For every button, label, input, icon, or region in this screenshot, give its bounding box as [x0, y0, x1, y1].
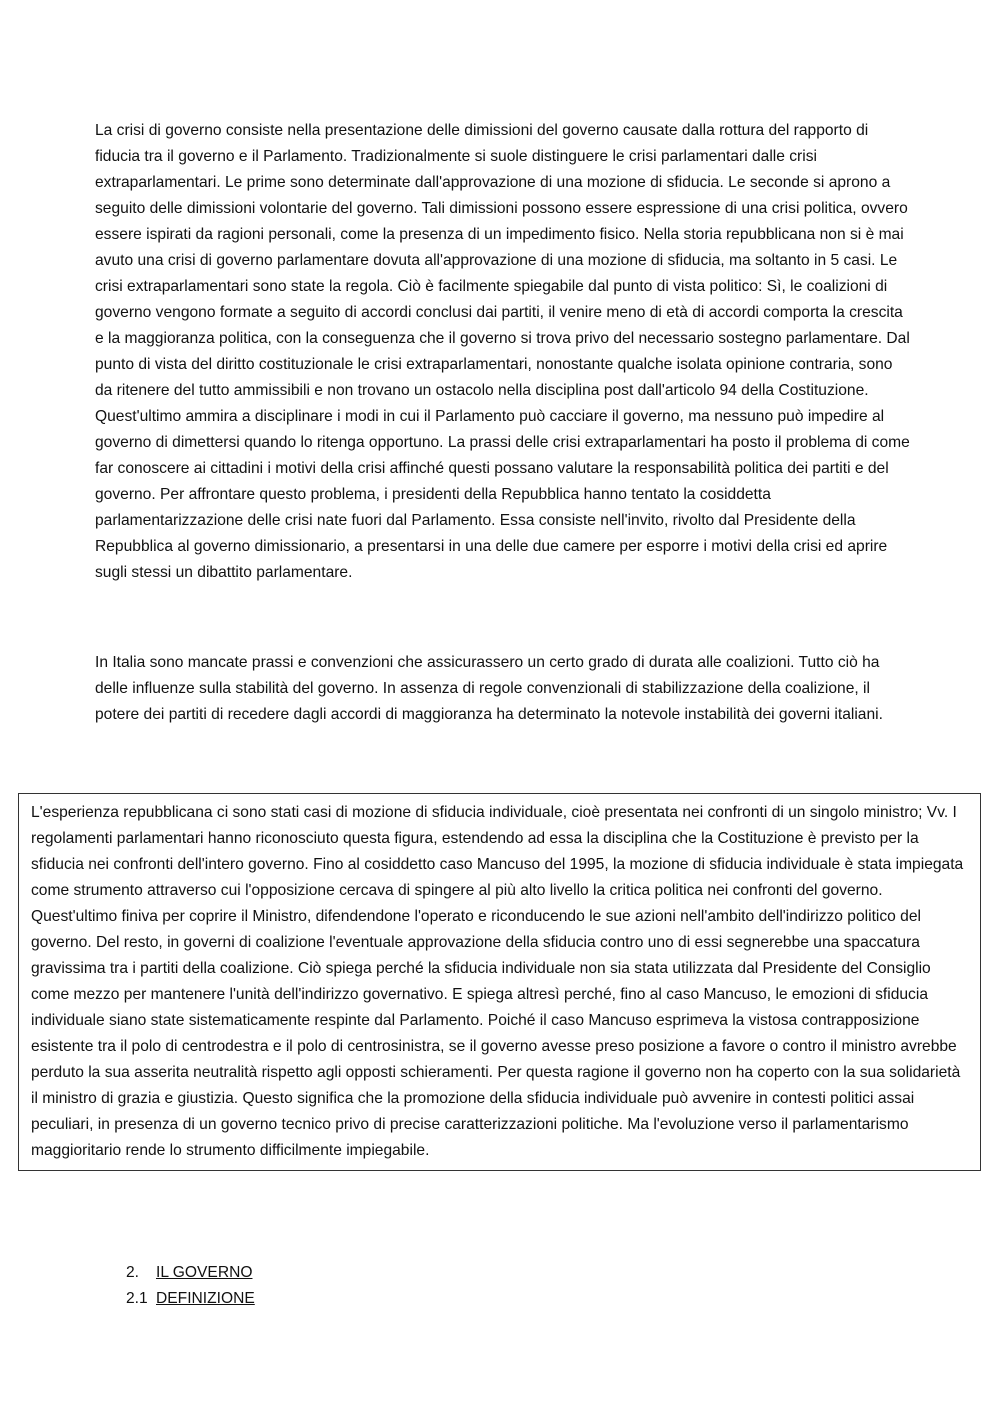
heading-link-definizione[interactable]: DEFINIZIONE: [156, 1290, 255, 1307]
heading-number: 2.1: [126, 1290, 148, 1307]
heading-row: [126, 1286, 255, 1312]
boxed-note-sfiducia-individuale: [18, 793, 981, 1171]
heading-link-il-governo[interactable]: IL GOVERNO: [156, 1264, 253, 1281]
heading-number: 2.: [126, 1264, 140, 1281]
section-headings: [126, 1260, 255, 1312]
boxed-paragraph: L'esperienza repubblicana ci sono stati casi di mozione di sfiducia individuale, cioè presentata nei confronti di un singolo ministro; Vv. I regolamenti parlamentari hanno riconosciuto questa figura, estendendo ad essa la disciplina che la Costituzione è previsto per la sfiducia nei confronti dell'intero governo. Fino al cosiddetto caso Mancuso del 1995, la mozione di sfiducia individuale è stata impiegata come strumento attraverso cui l'opposizione cercava di spingere al più alto livello la critica politica nei confronti del governo. Quest'ultimo finiva per coprire il Ministro, difendendone l'operato e riconducendo le sue azioni nell'ambito dell'indirizzo politico del governo. Del resto, in governi di coalizione l'eventuale approvazione della sfiducia contro uno di essi segnerebbe una spaccatura gravissima tra i partiti della coalizione. Ciò spiega perché la sfiducia individuale non sia stata utilizzata dal Presidente del Consiglio come mezzo per mantenere l'unità dell'indirizzo governativo. E spiega altresì perché, fino al caso Mancuso, le emozioni di sfiducia individuale siano state sistematicamente respinte dal Parlamento. Poiché il caso Mancuso esprimeva la vistosa contrapposizione esistente tra il polo di centrodestra e il polo di centrosinistra, se il governo avesse preso posizione a favore o contro il ministro avrebbe perduto la sua asserita neutralità rispetto agli opposti schieramenti. Per questa ragione il governo non ha coperto con la sua solidarietà il ministro di grazia e giustizia. Questo significa che la promozione della sfiducia individuale può avvenire in contesti politici assai peculiari, in presenza di un governo tecnico privo di precise caratterizzazioni politiche. Ma l'evoluzione verso il parlamentarismo maggioritario rende lo strumento difficilmente impiegabile.: [31, 804, 964, 1159]
paragraph-crisi-di-governo: La crisi di governo consiste nella presentazione delle dimissioni del governo causate dalla rottura del rapporto di fiducia tra il governo e il Parlamento. Tradizionalmente si suole distinguere le crisi parlamentari dalle crisi extraparlamentari. Le prime sono determinate dall'approvazione di una mozione di sfiducia. Le seconde si aprono a seguito delle dimissioni volontarie del governo. Tali dimissioni possono essere espressione di una crisi politica, ovvero essere ispirati da ragioni personali, come la presenza di un impedimento fisico. Nella storia repubblicana non si è mai avuto una crisi di governo parlamentare dovuta all'approvazione di una mozione di sfiducia, ma soltanto in 5 casi. Le crisi extraparlamentari sono state la regola. Ciò è facilmente spiegabile dal punto di vista politico: Sì, le coalizioni di governo vengono formate a seguito di accordi conclusi dai partiti, il venire meno di età di accordi comporta la crescita e la maggioranza politica, con la conseguenza che il governo si trova privo del necessario sostegno parlamentare. Dal punto di vista del diritto costituzionale le crisi extraparlamentari, nonostante qualche isolata opinione contraria, sono da ritenere del tutto ammissibili e non trovano un ostacolo nella disciplina post dall'articolo 94 della Costituzione. Quest'ultimo ammira a disciplinare i modi in cui il Parlamento può cacciare il governo, ma nessuno può impedire al governo di dimettersi quando lo ritenga opportuno. La prassi delle crisi extraparlamentari ha posto il problema di come far conoscere ai cittadini i motivi della crisi affinché questi possano valutare la responsabilità politica dei partiti e del governo. Per affrontare questo problema, i presidenti della Repubblica hanno tentato la cosiddetta parlamentarizzazione delle crisi nate fuori dal Parlamento. Essa consiste nell'invito, rivolto dal Presidente della Repubblica al governo dimissionario, a presentarsi in una delle due camere per esporre i motivi della crisi ed aprire sugli stessi un dibattito parlamentare.: [95, 122, 910, 581]
paragraph-stabilita-coalizioni: In Italia sono mancate prassi e convenzioni che assicurassero un certo grado di durata alle coalizioni. Tutto ciò ha delle influenze sulla stabilità del governo. In assenza di regole convenzionali di stabilizzazione della coalizione, il potere dei partiti di recedere dagli accordi di maggioranza ha determinato la notevole instabilità dei governi italiani.: [95, 654, 883, 723]
heading-row: [126, 1260, 255, 1286]
